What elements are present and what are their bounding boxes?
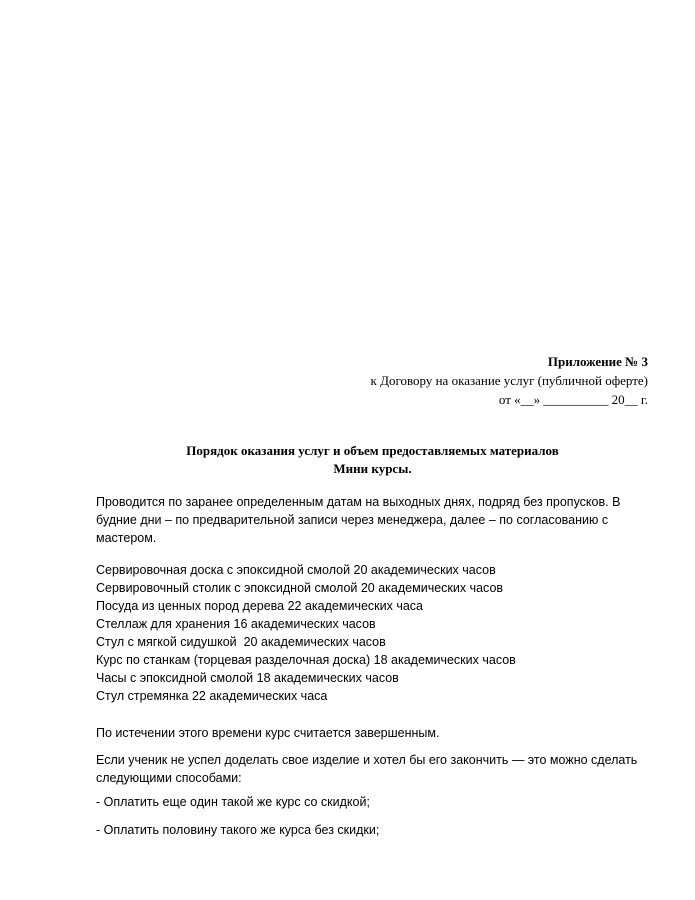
intro-paragraph: Проводится по заранее определенным датам на выходных днях, подряд без пропусков. В будние дни – по предварительной записи через менеджера, далее – по согласованию с мастером. [96, 495, 621, 545]
course-item: Сервировочная доска с эпоксидной смолой 20 академических часов [96, 563, 496, 577]
completion-paragraph: По истечении этого времени курс считается завершенным. [96, 726, 440, 740]
appendix-contract-reference: к Договору на оказание услуг (публичной оферте) [370, 373, 648, 388]
appendix-header [128, 352, 648, 409]
appendix-number: Приложение № 3 [547, 354, 648, 369]
unfinished-paragraph: Если ученик не успел доделать свое изделие и хотел бы его закончить — это можно сделать следующими способами: [96, 753, 638, 785]
course-item: Сервировочный столик с эпоксидной смолой 20 академических часов [96, 581, 504, 595]
course-item: Посуда из ценных пород дерева 22 академических часа [96, 599, 424, 613]
title-line-1: Порядок оказания услуг и объем предоставляемых материалов [186, 443, 559, 458]
course-item: Стул стремянка 22 академических часа [96, 689, 328, 703]
appendix-date-line: от «__» __________ 20__ г. [498, 392, 648, 407]
title-line-2: Мини курсы. [333, 461, 412, 476]
option-item: - Оплатить половину такого же курса без скидки; [96, 823, 380, 837]
course-item: Курс по станкам (торцевая разделочная доска) 18 академических часов [96, 653, 516, 667]
document-title [40, 442, 695, 478]
option-item: - Оплатить еще один такой же курс со скидкой; [96, 795, 370, 809]
course-list [96, 561, 656, 705]
course-item: Стеллаж для хранения 16 академических часов [96, 617, 376, 631]
course-item: Стул с мягкой сидушкой 20 академических часов [96, 635, 386, 649]
course-item: Часы с эпоксидной смолой 18 академических часов [96, 671, 399, 685]
